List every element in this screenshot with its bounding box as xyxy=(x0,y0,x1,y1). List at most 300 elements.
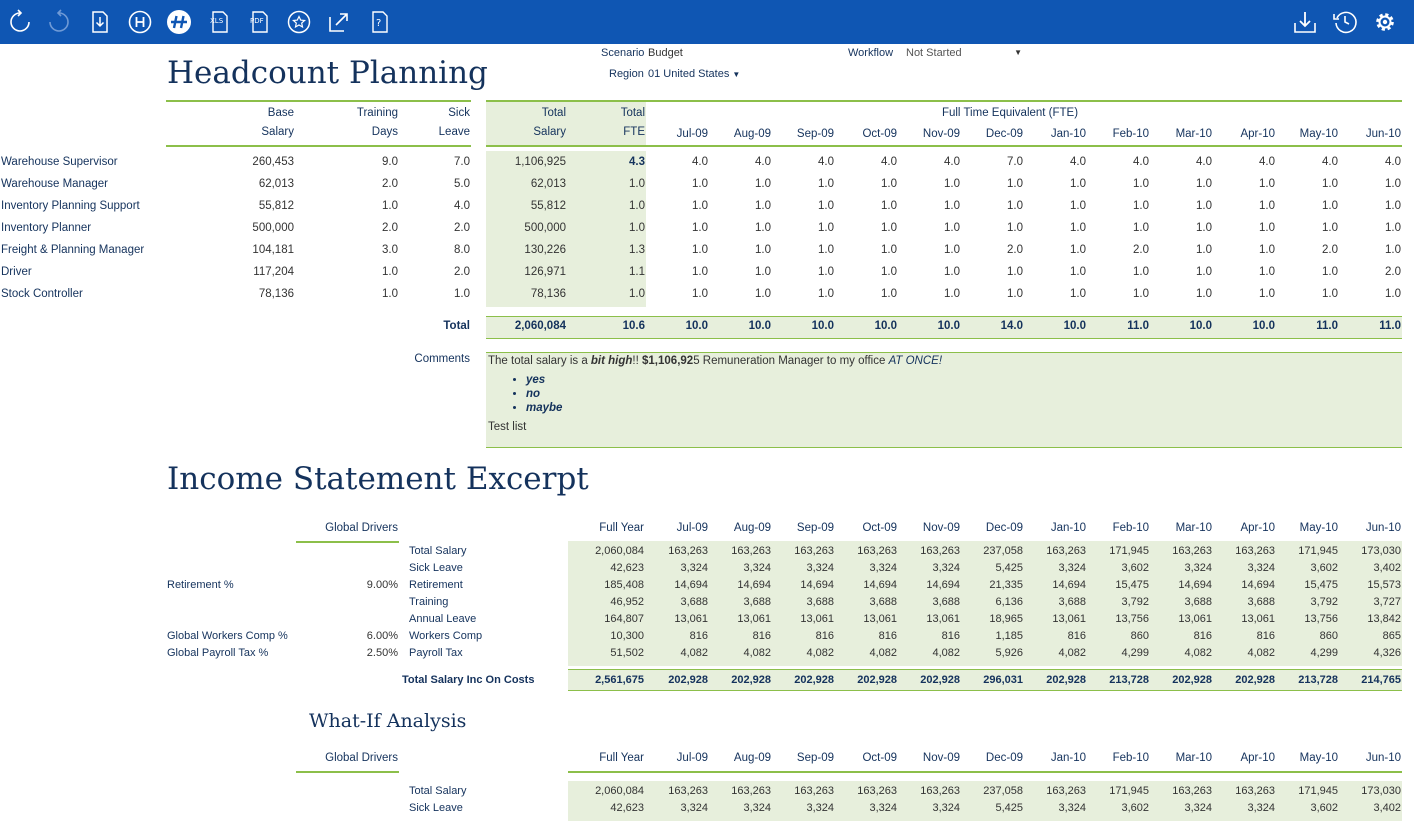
value-cell: 3,324 xyxy=(1184,562,1212,574)
value-cell: 237,058 xyxy=(983,785,1023,797)
total-salary-sum: 2,060,084 xyxy=(514,320,566,332)
fte-cell[interactable]: 1.0 xyxy=(1259,266,1275,278)
month-header: Aug-09 xyxy=(733,752,771,764)
value-cell: 3,727 xyxy=(1373,596,1401,608)
fte-cell[interactable]: 1.0 xyxy=(1196,288,1212,300)
fte-cell[interactable]: 1.0 xyxy=(1133,200,1149,212)
divider xyxy=(166,145,471,147)
help-icon[interactable] xyxy=(367,9,393,35)
total-month-sum: 10.0 xyxy=(1063,320,1086,332)
fte-cell[interactable]: 1.0 xyxy=(1259,222,1275,234)
list-item: • yes xyxy=(526,373,1402,387)
fte-cell[interactable]: 1.0 xyxy=(755,178,771,190)
total-fte-cell: 1.1 xyxy=(629,266,645,278)
training-days-cell[interactable]: 3.0 xyxy=(382,244,398,256)
workflow-label: Workflow xyxy=(848,47,894,59)
total-fte-cell: 4.3 xyxy=(629,156,645,168)
full-year-cell: 2,060,084 xyxy=(595,785,644,797)
month-header: Oct-09 xyxy=(862,752,897,764)
fte-cell[interactable]: 4.0 xyxy=(1259,156,1275,168)
fte-cell[interactable]: 1.0 xyxy=(692,200,708,212)
sick-leave-cell[interactable]: 8.0 xyxy=(454,244,470,256)
full-year-cell: 46,952 xyxy=(610,596,644,608)
value-cell: 15,475 xyxy=(1115,579,1149,591)
chevron-down-icon: ▼ xyxy=(732,70,741,79)
value-cell: 163,263 xyxy=(1235,545,1275,557)
full-year-cell: 51,502 xyxy=(610,647,644,659)
month-header: Sep-09 xyxy=(796,128,834,140)
fte-cell[interactable]: 4.0 xyxy=(1133,156,1149,168)
region-value: 01 United States xyxy=(648,68,730,80)
fte-cell[interactable]: 1.0 xyxy=(1322,178,1338,190)
fte-cell[interactable]: 1.0 xyxy=(818,266,834,278)
comment-footer: Test list xyxy=(488,421,527,433)
fte-cell[interactable]: 1.0 xyxy=(1385,288,1401,300)
fte-cell[interactable]: 4.0 xyxy=(1322,156,1338,168)
base-salary-cell[interactable]: 260,453 xyxy=(252,156,294,168)
fte-cell[interactable]: 1.0 xyxy=(755,222,771,234)
value-cell: 13,061 xyxy=(1178,613,1212,625)
month-header: Jun-10 xyxy=(1365,522,1401,534)
value-cell: 3,602 xyxy=(1310,802,1338,814)
value-cell: 3,688 xyxy=(1058,596,1086,608)
fte-cell[interactable]: 1.0 xyxy=(1133,288,1149,300)
divider xyxy=(486,338,1402,339)
total-month: 202,928 xyxy=(731,674,771,686)
fte-cell[interactable]: 1.0 xyxy=(1133,222,1149,234)
base-salary-cell[interactable]: 500,000 xyxy=(252,222,294,234)
save-icon[interactable] xyxy=(87,9,113,35)
total-fte-cell: 1.0 xyxy=(629,222,645,234)
month-header: Oct-09 xyxy=(862,128,897,140)
month-header: Dec-09 xyxy=(985,128,1023,140)
value-cell: 3,688 xyxy=(743,596,771,608)
divider xyxy=(166,100,471,102)
month-header: Feb-10 xyxy=(1112,522,1149,534)
value-cell: 13,061 xyxy=(674,613,708,625)
month-header: Jul-09 xyxy=(676,752,708,764)
month-header: Dec-09 xyxy=(985,752,1023,764)
fte-cell[interactable]: 1.0 xyxy=(1133,178,1149,190)
base-salary-cell[interactable]: 55,812 xyxy=(258,200,294,212)
value-cell: 4,326 xyxy=(1373,647,1401,659)
fte-cell[interactable]: 4.0 xyxy=(881,156,897,168)
value-cell: 4,299 xyxy=(1121,647,1149,659)
value-cell: 163,263 xyxy=(794,785,834,797)
value-cell: 21,335 xyxy=(989,579,1023,591)
value-cell: 4,082 xyxy=(806,647,834,659)
value-cell: 816 xyxy=(689,630,708,642)
row-label: Sick Leave xyxy=(409,562,463,574)
full-year-cell: 10,300 xyxy=(610,630,644,642)
fte-cell[interactable]: 1.0 xyxy=(944,288,960,300)
value-cell: 3,688 xyxy=(1247,596,1275,608)
total-salary-cell: 500,000 xyxy=(524,222,566,234)
sick-leave-cell[interactable]: 2.0 xyxy=(454,222,470,234)
fte-cell[interactable]: 1.0 xyxy=(881,244,897,256)
month-header: Oct-09 xyxy=(862,522,897,534)
fte-cell[interactable]: 1.0 xyxy=(1070,200,1086,212)
fte-cell[interactable]: 1.0 xyxy=(944,244,960,256)
value-cell: 4,299 xyxy=(1310,647,1338,659)
total-month: 202,928 xyxy=(1235,674,1275,686)
page-title: Headcount Planning xyxy=(167,55,488,91)
comments-box[interactable] xyxy=(486,352,1402,448)
fte-cell[interactable]: 2.0 xyxy=(1133,244,1149,256)
fte-cell[interactable]: 1.0 xyxy=(1196,266,1212,278)
fte-cell[interactable]: 4.0 xyxy=(818,156,834,168)
value-cell: 163,263 xyxy=(1235,785,1275,797)
fte-cell[interactable]: 1.0 xyxy=(881,200,897,212)
value-cell: 171,945 xyxy=(1298,785,1338,797)
scenario-value[interactable]: Budget xyxy=(648,47,683,59)
fte-cell[interactable]: 1.0 xyxy=(818,178,834,190)
month-header: Sep-09 xyxy=(796,752,834,764)
total-label: Total Salary Inc On Costs xyxy=(402,674,535,686)
fte-cell[interactable]: 1.0 xyxy=(692,244,708,256)
month-header: Jan-10 xyxy=(1050,522,1086,534)
fte-cell[interactable]: 1.0 xyxy=(1385,178,1401,190)
fte-cell[interactable]: 1.0 xyxy=(1007,178,1023,190)
value-cell: 163,263 xyxy=(1172,785,1212,797)
value-cell: 13,061 xyxy=(800,613,834,625)
fte-cell[interactable]: 1.0 xyxy=(692,266,708,278)
total-fte-cell: 1.0 xyxy=(629,200,645,212)
workflow-dropdown[interactable] xyxy=(906,47,1024,59)
fte-cell[interactable]: 1.0 xyxy=(1070,244,1086,256)
month-header: Jun-10 xyxy=(1365,128,1401,140)
fte-cell[interactable]: 1.0 xyxy=(755,244,771,256)
value-cell: 13,061 xyxy=(1052,613,1086,625)
driver-label: Retirement % xyxy=(167,579,234,591)
fte-cell[interactable]: 1.0 xyxy=(1259,178,1275,190)
fte-cell[interactable]: 1.0 xyxy=(1007,222,1023,234)
month-header: Feb-10 xyxy=(1112,128,1149,140)
value-cell: 13,061 xyxy=(926,613,960,625)
month-header: Aug-09 xyxy=(733,128,771,140)
fte-cell[interactable]: 1.0 xyxy=(1385,200,1401,212)
value-cell: 860 xyxy=(1319,630,1338,642)
full-year-cell: 42,623 xyxy=(610,562,644,574)
chevron-down-icon: ▼ xyxy=(1014,48,1022,57)
value-cell: 13,842 xyxy=(1367,613,1401,625)
fte-cell[interactable]: 1.0 xyxy=(1322,288,1338,300)
sick-leave-cell[interactable]: 2.0 xyxy=(454,266,470,278)
month-header: May-10 xyxy=(1299,522,1338,534)
value-cell: 13,061 xyxy=(1241,613,1275,625)
value-cell: 3,324 xyxy=(869,802,897,814)
row-label: Driver xyxy=(1,266,32,278)
fte-cell[interactable]: 1.0 xyxy=(1322,222,1338,234)
fte-cell[interactable]: 1.0 xyxy=(944,200,960,212)
fte-cell[interactable]: 4.0 xyxy=(755,156,771,168)
value-cell: 3,402 xyxy=(1373,562,1401,574)
divider xyxy=(486,145,1402,147)
fte-cell[interactable]: 1.0 xyxy=(1070,288,1086,300)
row-label: Freight & Planning Manager xyxy=(1,244,145,256)
fte-cell[interactable]: 1.0 xyxy=(944,178,960,190)
fte-cell[interactable]: 1.0 xyxy=(1385,244,1401,256)
value-cell: 865 xyxy=(1382,630,1401,642)
fte-cell[interactable]: 4.0 xyxy=(692,156,708,168)
total-month-sum: 14.0 xyxy=(1000,320,1023,332)
value-cell: 816 xyxy=(878,630,897,642)
value-cell: 3,324 xyxy=(932,562,960,574)
value-cell: 13,756 xyxy=(1304,613,1338,625)
fte-cell[interactable]: 4.0 xyxy=(1196,156,1212,168)
value-cell: 4,082 xyxy=(1184,647,1212,659)
base-salary-cell[interactable]: 62,013 xyxy=(258,178,294,190)
fte-cell[interactable]: 1.0 xyxy=(1322,200,1338,212)
total-fte-header: Total xyxy=(620,107,645,119)
value-cell: 14,694 xyxy=(800,579,834,591)
fte-cell[interactable]: 2.0 xyxy=(1385,266,1401,278)
training-days-cell[interactable]: 1.0 xyxy=(382,200,398,212)
fte-cell[interactable]: 1.0 xyxy=(1196,178,1212,190)
total-salary-cell: 55,812 xyxy=(530,200,566,212)
training-days-cell[interactable]: 2.0 xyxy=(382,222,398,234)
workflow-value: Not Started xyxy=(906,47,962,59)
value-cell: 171,945 xyxy=(1109,785,1149,797)
value-cell: 173,030 xyxy=(1361,545,1401,557)
fte-cell[interactable]: 1.0 xyxy=(944,266,960,278)
total-month: 202,928 xyxy=(920,674,960,686)
full-year-cell: 2,060,084 xyxy=(595,545,644,557)
training-days-header: Days xyxy=(371,126,398,138)
training-days-cell[interactable]: 2.0 xyxy=(382,178,398,190)
global-drivers-header: Global Drivers xyxy=(325,522,398,534)
fte-cell[interactable]: 1.0 xyxy=(1259,244,1275,256)
value-cell: 171,945 xyxy=(1109,545,1149,557)
fte-cell[interactable]: 1.0 xyxy=(692,178,708,190)
driver-label: Global Workers Comp % xyxy=(167,630,288,642)
sick-leave-cell[interactable]: 5.0 xyxy=(454,178,470,190)
value-cell: 163,263 xyxy=(857,785,897,797)
value-cell: 816 xyxy=(1193,630,1212,642)
fte-title: Full Time Equivalent (FTE) xyxy=(941,107,1079,119)
value-cell: 173,030 xyxy=(1361,785,1401,797)
fte-cell[interactable]: 1.0 xyxy=(818,222,834,234)
total-month-sum: 10.0 xyxy=(874,320,897,332)
month-header: Mar-10 xyxy=(1175,752,1212,764)
value-cell: 163,263 xyxy=(920,785,960,797)
h-active-icon[interactable] xyxy=(166,9,192,35)
fte-cell[interactable]: 1.0 xyxy=(1196,222,1212,234)
value-cell: 163,263 xyxy=(857,545,897,557)
value-cell: 3,688 xyxy=(932,596,960,608)
fte-cell[interactable]: 1.0 xyxy=(755,288,771,300)
fte-cell[interactable]: 1.0 xyxy=(881,178,897,190)
month-header: May-10 xyxy=(1299,752,1338,764)
fte-cell[interactable]: 2.0 xyxy=(1007,244,1023,256)
value-cell: 5,425 xyxy=(995,562,1023,574)
total-fte-cell: 1.0 xyxy=(629,288,645,300)
value-cell: 6,136 xyxy=(995,596,1023,608)
value-cell: 816 xyxy=(1067,630,1086,642)
expand-icon[interactable] xyxy=(326,9,352,35)
pdf-icon[interactable] xyxy=(247,9,273,35)
fte-cell[interactable]: 1.0 xyxy=(1196,244,1212,256)
svg-text:PDF: PDF xyxy=(250,17,264,25)
row-label: Inventory Planning Support xyxy=(1,200,140,212)
sick-leave-header: Sick xyxy=(448,107,470,119)
row-label: Payroll Tax xyxy=(409,647,463,659)
month-header: Dec-09 xyxy=(985,522,1023,534)
fte-cell[interactable]: 1.0 xyxy=(818,244,834,256)
total-month-sum: 10.0 xyxy=(811,320,834,332)
total-month: 296,031 xyxy=(983,674,1023,686)
value-cell: 163,263 xyxy=(1046,545,1086,557)
region-dropdown[interactable] xyxy=(648,68,740,80)
base-salary-cell[interactable]: 78,136 xyxy=(258,288,294,300)
fte-cell[interactable]: 1.0 xyxy=(1007,266,1023,278)
value-cell: 163,263 xyxy=(731,545,771,557)
row-label: Retirement xyxy=(409,579,463,591)
fte-cell[interactable]: 1.0 xyxy=(1007,288,1023,300)
fte-cell[interactable]: 1.0 xyxy=(755,266,771,278)
value-cell: 13,756 xyxy=(1115,613,1149,625)
divider xyxy=(296,541,399,543)
month-header: Nov-09 xyxy=(922,752,960,764)
driver-value[interactable]: 6.00% xyxy=(366,630,398,642)
value-cell: 860 xyxy=(1130,630,1149,642)
history-icon[interactable] xyxy=(1332,9,1358,35)
fte-cell[interactable]: 1.0 xyxy=(881,222,897,234)
value-cell: 816 xyxy=(752,630,771,642)
fte-cell[interactable]: 4.0 xyxy=(1070,156,1086,168)
value-cell: 171,945 xyxy=(1298,545,1338,557)
value-cell: 13,061 xyxy=(863,613,897,625)
total-salary-cell: 126,971 xyxy=(524,266,566,278)
full-year-cell: 42,623 xyxy=(610,802,644,814)
month-header: Jan-10 xyxy=(1050,128,1086,140)
svg-text:?: ? xyxy=(376,18,382,29)
fte-cell[interactable]: 1.0 xyxy=(1070,178,1086,190)
month-header: Sep-09 xyxy=(796,522,834,534)
undo-icon[interactable] xyxy=(46,9,72,35)
fte-cell[interactable]: 1.0 xyxy=(1322,266,1338,278)
value-cell: 15,573 xyxy=(1367,579,1401,591)
fte-cell[interactable]: 1.0 xyxy=(755,200,771,212)
list-item: • maybe xyxy=(526,401,1402,415)
month-header: Nov-09 xyxy=(922,128,960,140)
base-salary-cell[interactable]: 117,204 xyxy=(253,266,294,278)
value-cell: 4,082 xyxy=(680,647,708,659)
base-salary-cell[interactable]: 104,181 xyxy=(252,244,294,256)
training-days-cell[interactable]: 1.0 xyxy=(382,288,398,300)
toolbar xyxy=(0,0,1414,44)
total-month: 202,928 xyxy=(857,674,897,686)
value-cell: 163,263 xyxy=(668,785,708,797)
fte-cell[interactable]: 1.0 xyxy=(1259,200,1275,212)
total-fte-sum: 10.6 xyxy=(622,320,645,332)
fte-cell[interactable]: 2.0 xyxy=(1322,244,1338,256)
value-cell: 14,694 xyxy=(863,579,897,591)
value-cell: 3,324 xyxy=(1247,562,1275,574)
star-icon[interactable] xyxy=(286,9,312,35)
value-cell: 1,185 xyxy=(995,630,1023,642)
h-circle-icon[interactable] xyxy=(127,9,153,35)
total-salary-cell: 62,013 xyxy=(530,178,566,190)
fte-cell[interactable]: 7.0 xyxy=(1007,156,1023,168)
driver-value[interactable]: 2.50% xyxy=(366,647,398,659)
sick-leave-cell[interactable]: 7.0 xyxy=(454,156,470,168)
value-cell: 4,082 xyxy=(743,647,771,659)
driver-value[interactable]: 9.00% xyxy=(366,579,398,591)
total-month-sum: 11.0 xyxy=(1127,320,1149,332)
sick-leave-cell[interactable]: 1.0 xyxy=(454,288,470,300)
row-label: Warehouse Supervisor xyxy=(1,156,118,168)
value-cell: 3,324 xyxy=(680,802,708,814)
value-cell: 14,694 xyxy=(1052,579,1086,591)
fte-cell[interactable]: 1.0 xyxy=(692,222,708,234)
fte-cell[interactable]: 1.0 xyxy=(818,288,834,300)
base-salary-header: Base xyxy=(267,107,294,119)
xls-icon[interactable] xyxy=(207,9,233,35)
fte-cell[interactable]: 1.0 xyxy=(1196,200,1212,212)
value-cell: 163,263 xyxy=(1172,545,1212,557)
fte-cell[interactable]: 4.0 xyxy=(1385,156,1401,168)
fte-cell[interactable]: 1.0 xyxy=(881,266,897,278)
value-cell: 5,926 xyxy=(995,647,1023,659)
total-salary-header: Total xyxy=(541,107,566,119)
total-month: 202,928 xyxy=(1046,674,1086,686)
fte-cell[interactable]: 1.0 xyxy=(1385,222,1401,234)
value-cell: 3,324 xyxy=(806,802,834,814)
month-header: Mar-10 xyxy=(1175,522,1212,534)
training-days-cell[interactable]: 1.0 xyxy=(382,266,398,278)
month-header: Apr-10 xyxy=(1240,128,1275,140)
list-item: • no xyxy=(526,387,1402,401)
month-header: Jul-09 xyxy=(676,522,708,534)
fte-cell[interactable]: 1.0 xyxy=(1070,266,1086,278)
total-month-sum: 10.0 xyxy=(1189,320,1212,332)
total-month: 202,928 xyxy=(668,674,708,686)
value-cell: 13,061 xyxy=(737,613,771,625)
value-cell: 816 xyxy=(941,630,960,642)
total-month: 213,728 xyxy=(1109,674,1149,686)
global-drivers-header: Global Drivers xyxy=(325,752,398,764)
fte-cell[interactable]: 4.0 xyxy=(944,156,960,168)
value-cell: 4,082 xyxy=(1247,647,1275,659)
comments-label: Comments xyxy=(414,353,470,365)
fte-cell[interactable]: 1.0 xyxy=(1259,288,1275,300)
fte-cell[interactable]: 1.0 xyxy=(1133,266,1149,278)
download-icon[interactable] xyxy=(1292,9,1318,35)
fte-cell[interactable]: 1.0 xyxy=(1070,222,1086,234)
refresh-icon[interactable] xyxy=(7,9,33,35)
value-cell: 3,324 xyxy=(743,802,771,814)
total-fte-cell: 1.0 xyxy=(629,178,645,190)
value-cell: 3,688 xyxy=(806,596,834,608)
fte-cell[interactable]: 1.0 xyxy=(881,288,897,300)
fte-cell[interactable]: 1.0 xyxy=(818,200,834,212)
value-cell: 4,082 xyxy=(932,647,960,659)
fte-cell[interactable]: 1.0 xyxy=(1007,200,1023,212)
total-month-sum: 10.0 xyxy=(1252,320,1275,332)
settings-icon[interactable] xyxy=(1372,9,1398,35)
fte-cell[interactable]: 1.0 xyxy=(692,288,708,300)
training-days-cell[interactable]: 9.0 xyxy=(382,156,398,168)
month-header: Nov-09 xyxy=(922,522,960,534)
row-label: Total Salary xyxy=(409,545,467,557)
total-month: 202,928 xyxy=(1172,674,1212,686)
month-header: Apr-10 xyxy=(1240,752,1275,764)
sick-leave-cell[interactable]: 4.0 xyxy=(454,200,470,212)
fte-cell[interactable]: 1.0 xyxy=(944,222,960,234)
month-header: Mar-10 xyxy=(1175,128,1212,140)
base-salary-header: Salary xyxy=(261,126,294,138)
